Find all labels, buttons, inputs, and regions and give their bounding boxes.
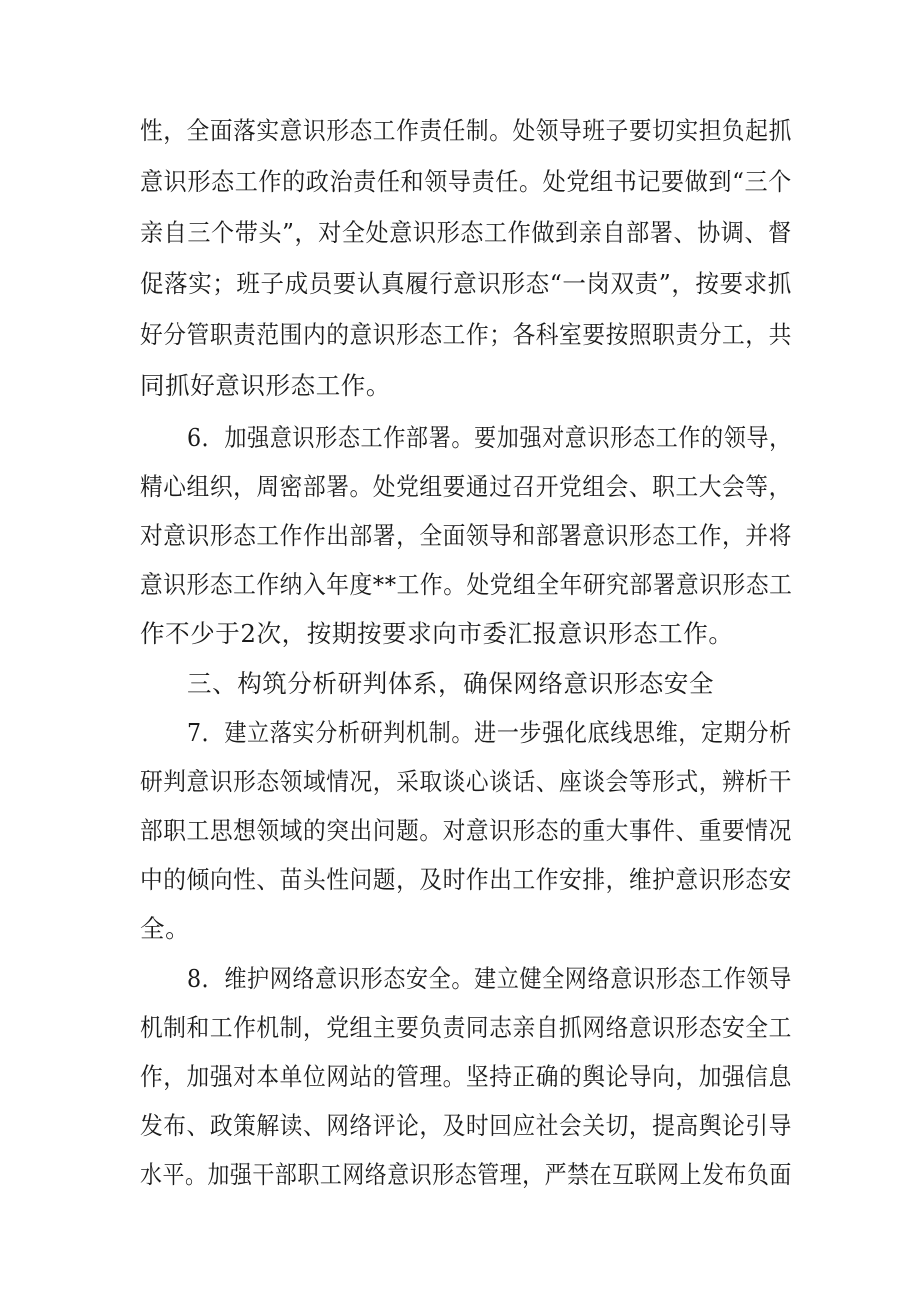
paragraph-line: 好分管职责范围内的意识形态工作；各科室要按照职责分工，共 (140, 320, 792, 349)
paragraph-line: 机制和工作机制，党组主要负责同志亲自抓网络意识形态安全工 (140, 1013, 792, 1042)
paragraph-line: 同抓好意识形态工作。 (140, 371, 391, 400)
paragraph-line: 作不少于2次，按期按要求向市委汇报意识形态工作。 (140, 619, 734, 648)
paragraph-line: 研判意识形态领域情况，采取谈心谈话、座谈会等形式，辨析干 (140, 767, 792, 796)
paragraph-line: 作，加强对本单位网站的管理。坚持正确的舆论导向，加强信息 (140, 1062, 792, 1091)
paragraph-line: 6．加强意识形态工作部署。要加强对意识形态工作的领导， (187, 423, 792, 452)
section-heading: 三、构筑分析研判体系，确保网络意识形态安全 (187, 669, 715, 698)
paragraph-line: 中的倾向性、苗头性问题，及时作出工作安排，维护意识形态安 (140, 865, 792, 894)
paragraph-line: 精心组织，周密部署。处党组要通过召开党组会、职工大会等， (140, 472, 792, 501)
paragraph-line: 部职工思想领域的突出问题。对意识形态的重大事件、重要情况 (140, 816, 792, 845)
paragraph-line: 发布、政策解读、网络评论，及时回应社会关切，提高舆论引导 (140, 1111, 792, 1140)
paragraph-line: 意识形态工作的政治责任和领导责任。处党组书记要做到“三个 (140, 167, 792, 196)
paragraph-line: 意识形态工作纳入年度**工作。处党组全年研究部署意识形态工 (140, 570, 793, 599)
paragraph-line: 对意识形态工作作出部署，全面领导和部署意识形态工作，并将 (140, 521, 792, 550)
paragraph-line: 8．维护网络意识形态安全。建立健全网络意识形态工作领导 (187, 964, 792, 993)
paragraph-line: 性，全面落实意识形态工作责任制。处领导班子要切实担负起抓 (140, 116, 792, 145)
paragraph-line: 水平。加强干部职工网络意识形态管理，严禁在互联网上发布负面 (140, 1160, 792, 1189)
paragraph-line: 亲自三个带头”，对全处意识形态工作做到亲自部署、协调、督 (140, 218, 792, 247)
paragraph-line: 7．建立落实分析研判机制。进一步强化底线思维，定期分析 (187, 718, 792, 747)
paragraph-line: 促落实；班子成员要认真履行意识形态“一岗双责”，按要求抓 (140, 269, 792, 298)
paragraph-line: 全。 (140, 914, 191, 943)
